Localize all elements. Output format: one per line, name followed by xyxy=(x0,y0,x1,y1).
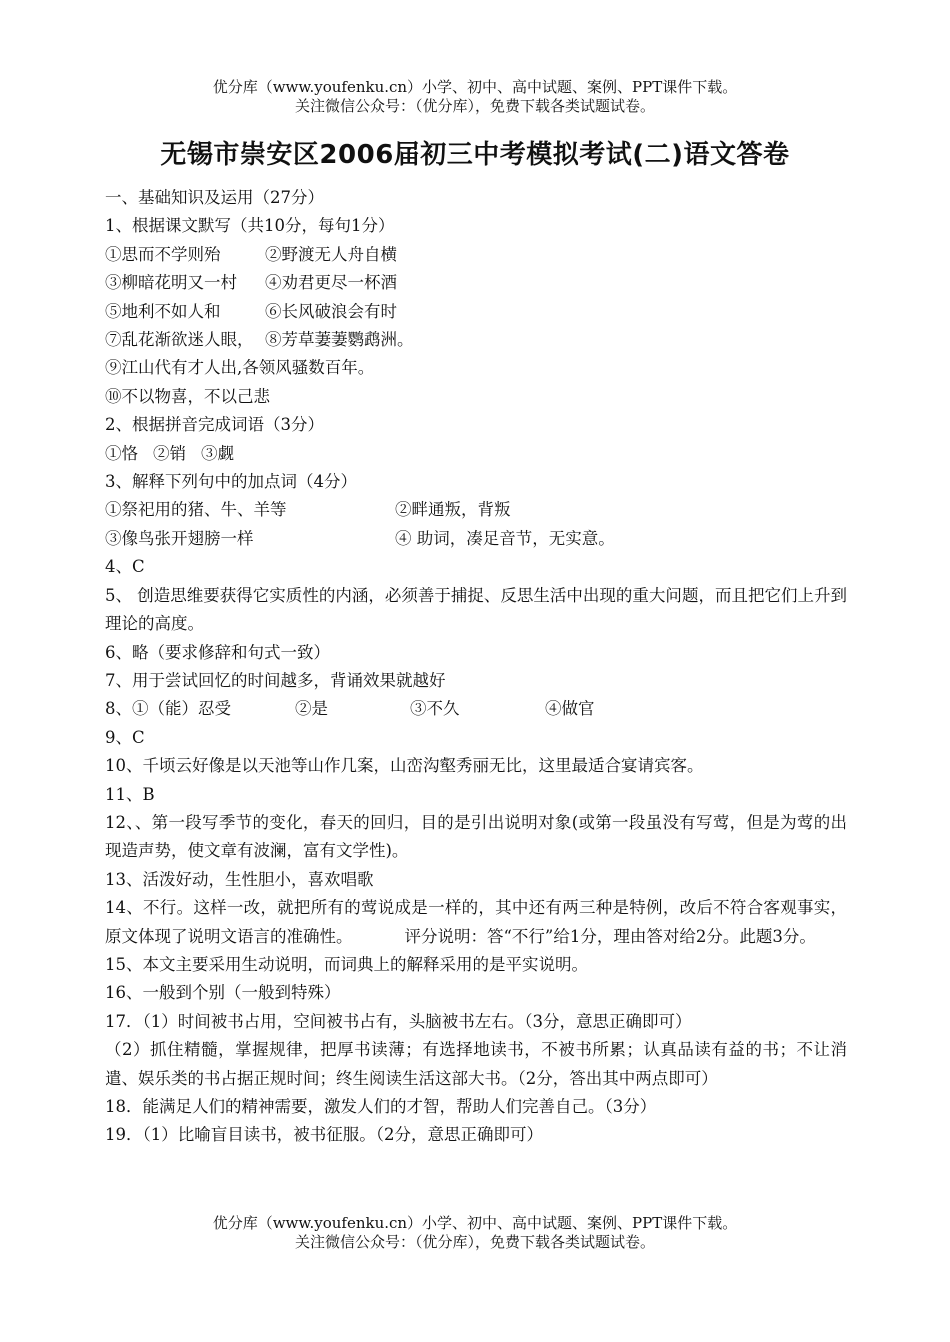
header-line-2: 关注微信公众号：（优分库），免费下载各类试题试卷。 xyxy=(294,97,655,115)
q14-scoring-note: 评分说明：答“不行”给1分，理由答对给2分。此题3分。 xyxy=(404,926,816,946)
footer-line-2: 关注微信公众号：（优分库），免费下载各类试题试卷。 xyxy=(294,1233,655,1251)
q8-answer: ②是 xyxy=(295,699,328,719)
q8-answer: ③不久 xyxy=(410,699,460,719)
q11-answer: 11、B xyxy=(105,784,155,804)
q6-answer: 6、略（要求修辞和句式一致） xyxy=(105,642,330,662)
q9-answer: 9、C xyxy=(105,727,145,747)
q1-answer-10: ⑩不以物喜，不以己悲 xyxy=(105,386,270,406)
q2-row xyxy=(105,440,847,468)
q1-answer: ⑦乱花渐欲迷人眼， xyxy=(105,330,254,350)
q1-answer-9: ⑨江山代有才人出,各领风骚数百年。 xyxy=(105,358,375,378)
q10-answer: 10、千顷云好像是以天池等山作几案，山峦沟壑秀丽无比，这里最适合宴请宾客。 xyxy=(105,756,704,776)
q3-row xyxy=(105,496,847,524)
footer-line-1: 优分库（www.youfenku.cn）小学、初中、高中试题、案例、PPT课件下载。 xyxy=(212,1214,738,1232)
q3-answer: ③像鸟张开翅膀一样 xyxy=(105,528,254,548)
q7-answer: 7、用于尝试回忆的时间越多，背诵效果就越好 xyxy=(105,670,446,690)
q1-row xyxy=(105,298,847,326)
q1-heading: 1、根据课文默写（共10分，每句1分） xyxy=(105,216,395,236)
page-footer xyxy=(0,1214,950,1252)
q2-answer: ②销 xyxy=(153,443,186,463)
q14-answer xyxy=(105,894,847,951)
q17-answer-2: （2）抓住精髓，掌握规律，把厚书读薄；有选择地读书，不被书所累；认真品读有益的书；不让消遣、娱乐类的书占据正规时间；终生阅读生活这部大书。（2分，答出其中两点即可） xyxy=(105,1040,847,1088)
q3-heading: 3、解释下列句中的加点词（4分） xyxy=(105,472,357,492)
page-title: 无锡市崇安区2006届初三中考模拟考试(二)语文答卷 xyxy=(160,140,790,170)
q1-row xyxy=(105,241,847,269)
q8-answer: ④做官 xyxy=(545,699,595,719)
q3-answer: ①祭祀用的猪、牛、羊等 xyxy=(105,500,287,520)
q1-answer: ②野渡无人舟自横 xyxy=(265,244,397,264)
q14-main: 14、不行。这样一改，就把所有的莺说成是一样的，其中还有两三种是特例，改后不符合客观事实，原文体现了说明文语言的准确性。 xyxy=(105,898,847,946)
q19-answer: 19．（1）比喻盲目读书，被书征服。（2分，意思正确即可） xyxy=(105,1125,543,1145)
header-line-1: 优分库（www.youfenku.cn）小学、初中、高中试题、案例、PPT课件下载。 xyxy=(212,78,738,96)
q8-row xyxy=(105,695,847,723)
q1-row xyxy=(105,326,847,354)
page-header xyxy=(0,78,950,116)
q1-answer: ③柳暗花明又一村 xyxy=(105,273,237,293)
q5-answer: 5、 创造思维要获得它实质性的内涵，必须善于捕捉、反思生活中出现的重大问题，而且把它们上升到理论的高度。 xyxy=(105,585,847,634)
q16-answer: 16、一般到个别（一般到特殊） xyxy=(105,983,341,1003)
q1-row xyxy=(105,269,847,297)
q1-answer: ⑤地利不如人和 xyxy=(105,301,221,321)
q1-answer: ⑧芳草萋萋鹦鹉洲。 xyxy=(265,330,414,350)
section-heading: 一、基础知识及运用（27分） xyxy=(105,188,324,207)
q17-answer-1: 17．（1）时间被书占用，空间被书占有，头脑被书左右。（3分，意思正确即可） xyxy=(105,1011,692,1031)
q3-answer: ④ 助词，凑足音节，无实意。 xyxy=(395,528,615,548)
q12-answer: 12、、第一段写季节的变化，春天的回归，目的是引出说明对象(或第一段虽没有写莺，但是为莺的出现造声势，使文章有波澜，富有文学性)。 xyxy=(105,812,847,861)
q2-answer: ③觑 xyxy=(201,443,234,463)
q18-answer: 18．能满足人们的精神需要，激发人们的才智，帮助人们完善自己。（3分） xyxy=(105,1097,657,1116)
q2-heading: 2、根据拼音完成词语（3分） xyxy=(105,415,324,435)
q4-answer: 4、C xyxy=(105,557,145,577)
answer-body xyxy=(105,184,847,1150)
q8-answer: 8、①（能）忍受 xyxy=(105,699,231,719)
q3-answer: ②畔通叛，背叛 xyxy=(395,500,511,520)
q1-answer: ①思而不学则殆 xyxy=(105,244,221,264)
q3-row xyxy=(105,525,847,553)
q1-answer: ④劝君更尽一杯酒 xyxy=(265,273,397,293)
q1-answer: ⑥长风破浪会有时 xyxy=(265,301,397,321)
q15-answer: 15、本文主要采用生动说明，而词典上的解释采用的是平实说明。 xyxy=(105,954,588,974)
q2-answer: ①恪 xyxy=(105,443,138,463)
q13-answer: 13、活泼好动，生性胆小，喜欢唱歌 xyxy=(105,869,374,889)
